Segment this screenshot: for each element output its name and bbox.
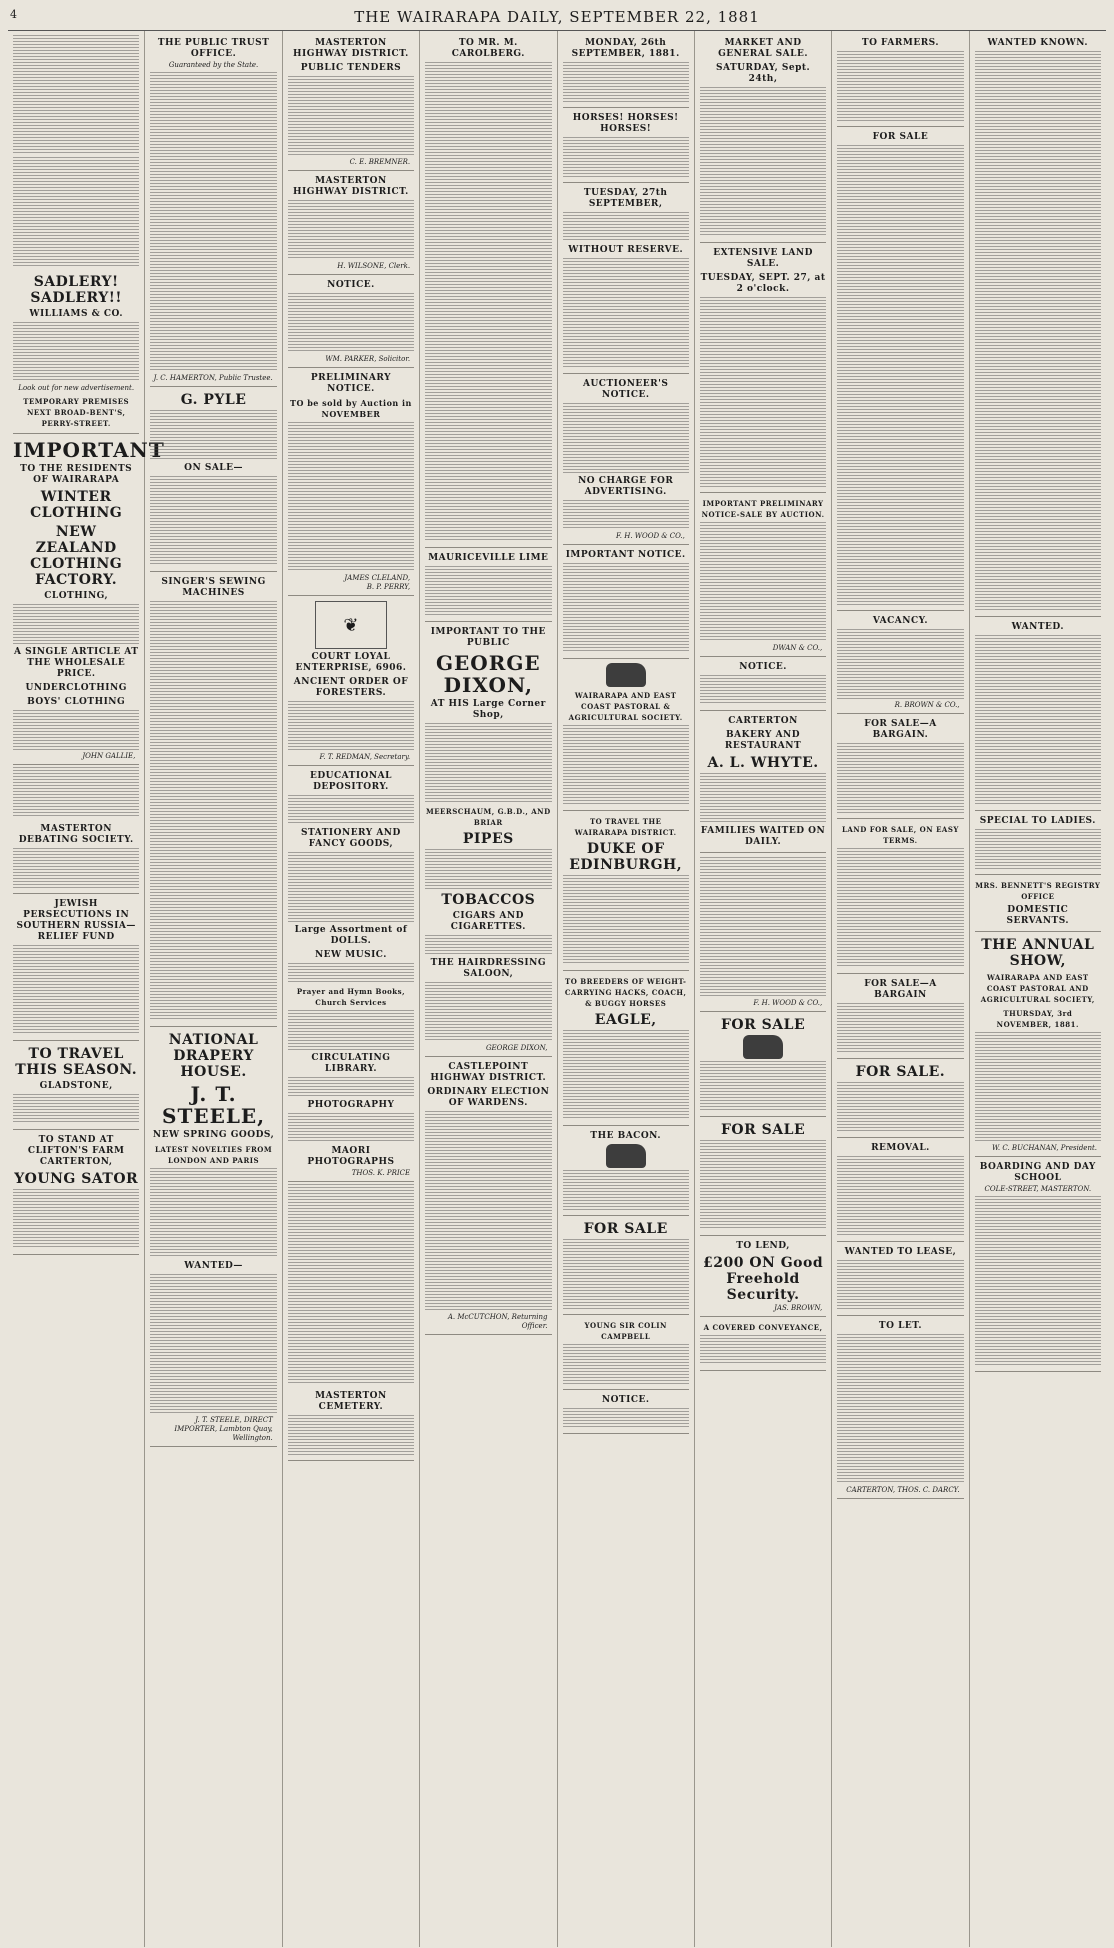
ad-text xyxy=(425,62,551,542)
ad-text xyxy=(150,1168,276,1258)
ad-heading: IMPORTANT NOTICE. xyxy=(565,550,686,560)
ad-text xyxy=(563,62,689,102)
ad-text xyxy=(13,604,139,644)
ad-heading: FOR SALE xyxy=(720,1017,806,1033)
ad-preliminary-notice xyxy=(700,493,826,657)
column-1 xyxy=(8,31,165,1947)
column-8 xyxy=(970,31,1106,1947)
ad-heading: JEWISH PERSECUTIONS IN SOUTHERN RUSSIA—RELIEF FUND xyxy=(16,899,136,942)
ad-text xyxy=(13,945,139,1035)
ad-heading: IMPORTANT xyxy=(13,438,165,462)
ad-signature: F. H. WOOD & CO., xyxy=(753,999,823,1007)
ad-heading: THURSDAY, 3rd NOVEMBER, 1881. xyxy=(996,1009,1079,1029)
ad-heading: PHOTOGRAPHY xyxy=(307,1100,395,1110)
ad-text xyxy=(425,1111,551,1311)
ad-heading: MRS. BENNETT'S REGISTRY OFFICE xyxy=(975,881,1101,901)
ad-text xyxy=(13,848,139,888)
ad-heading: EDUCATIONAL DEPOSITORY. xyxy=(309,771,392,792)
ad-text xyxy=(563,403,689,473)
ad-dixon xyxy=(425,622,551,1057)
ad-signature: JOHN GALLIE, xyxy=(82,752,136,760)
ad-text xyxy=(837,1003,963,1053)
ad-heading: TO BREEDERS OF WEIGHT-CARRYING HACKS, COACH, & BUGGY HORSES xyxy=(564,977,687,1008)
ad-text xyxy=(150,72,276,372)
ad-heading: J. T. STEELE, xyxy=(162,1082,266,1128)
ad-heading: WANTED KNOWN. xyxy=(987,38,1089,48)
ad-heading: CASTLEPOINT HIGHWAY DISTRICT. xyxy=(430,1062,547,1083)
ad-heading: GEORGE DIXON, xyxy=(435,651,541,697)
ad-heading: NATIONAL DRAPERY HOUSE. xyxy=(168,1032,259,1080)
ad-heading: ANCIENT ORDER OF FORESTERS. xyxy=(293,677,409,698)
ad-signature: J. T. STEELE, DIRECT IMPORTER, Lambton Quay, Wellington. xyxy=(174,1416,273,1442)
ad-signature: DWAN & CO., xyxy=(772,644,823,652)
ad-text xyxy=(563,1239,689,1309)
ad-depository xyxy=(288,766,414,1182)
ad-heading: NEW ZEALAND CLOTHING FACTORY. xyxy=(30,524,123,588)
ad-signature: A. McCUTCHON, Returning Officer. xyxy=(447,1313,548,1330)
ad-heading: FAMILIES WAITED ON DAILY. xyxy=(700,826,826,847)
column-2 xyxy=(145,31,282,1947)
ad-heading: PRELIMINARY NOTICE. xyxy=(310,373,392,394)
ad-heading: THE ANNUAL SHOW, xyxy=(981,937,1095,969)
page-number: 4 xyxy=(10,8,18,21)
ad-farmers xyxy=(837,33,963,127)
ad-singer xyxy=(150,572,276,1027)
ad-text xyxy=(563,725,689,805)
ad-text xyxy=(837,1260,963,1310)
ad-preliminary xyxy=(288,368,414,596)
ad-carolberg xyxy=(425,33,551,548)
ad-text xyxy=(288,1184,414,1384)
ad-text xyxy=(288,422,414,572)
ad-castlepoint xyxy=(425,1057,551,1335)
ad-heading: UNDERCLOTHING xyxy=(25,683,127,693)
ad-for-sale xyxy=(563,1216,689,1315)
ad-heading: A SINGLE ARTICLE AT THE WHOLESALE PRICE. xyxy=(13,647,139,679)
ad-text xyxy=(563,1030,689,1120)
ad-lend xyxy=(700,1236,826,1317)
ad-heading: MEERSCHAUM, G.B.D., AND BRIAR xyxy=(425,807,551,827)
ad-heading: FOR SALE. xyxy=(855,1064,946,1080)
ad-text xyxy=(700,87,826,237)
ad-heading: EXTENSIVE LAND SALE. xyxy=(713,248,813,269)
ad-heading: NOTICE. xyxy=(327,280,375,290)
ad-text xyxy=(563,258,689,368)
ad-text xyxy=(700,522,826,642)
ad-heading: FOR SALE xyxy=(872,132,929,142)
ad-heading: WAIRARAPA AND EAST COAST PASTORAL AND AGRICULTURAL SOCIETY, xyxy=(980,973,1095,1004)
ad-text xyxy=(700,1140,826,1230)
ad-debating xyxy=(13,819,139,894)
ad-signature: R. BROWN & CO., xyxy=(894,701,960,709)
ad-text xyxy=(288,852,414,922)
ad-foresters xyxy=(288,596,414,766)
column-6 xyxy=(695,31,832,1947)
ad-heading: TO TRAVEL THIS SEASON. xyxy=(15,1046,138,1078)
ad-subheading: TO THE RESIDENTS OF WAIRARAPA xyxy=(20,464,133,485)
ad-text xyxy=(700,1335,826,1365)
ad-text xyxy=(13,1094,139,1124)
ad-heading: STATIONERY AND FANCY GOODS, xyxy=(301,828,401,849)
ad-heading: ORDINARY ELECTION OF WARDENS. xyxy=(427,1087,550,1108)
ad-mauriceville xyxy=(425,548,551,622)
ad-text xyxy=(13,1189,139,1249)
ad-notice xyxy=(288,275,414,368)
ad-heading: IMPORTANT TO THE PUBLIC xyxy=(430,627,546,648)
ad-heading: LAND FOR SALE, ON EASY TERMS. xyxy=(841,825,959,845)
ad-subheading: Guaranteed by the State. xyxy=(168,61,259,69)
ad-text xyxy=(837,1082,963,1132)
ad-heading: MAORI PHOTOGRAPHS xyxy=(307,1146,395,1167)
ad-heading: EAGLE, xyxy=(594,1012,657,1028)
ad-heading: £200 ON Good Freehold Security. xyxy=(702,1255,824,1303)
ad-text xyxy=(975,1196,1101,1366)
ad-heading: THE BACON. xyxy=(590,1131,661,1141)
ad-conveyance xyxy=(700,1317,826,1371)
ad-bargain-2 xyxy=(837,974,963,1059)
ad-text xyxy=(425,935,551,955)
ad-text xyxy=(837,848,963,968)
ad-text xyxy=(837,145,963,605)
masthead xyxy=(8,6,1106,31)
ad-text xyxy=(975,635,1101,805)
ad-heading: FOR SALE xyxy=(583,1221,668,1237)
ad-heading: SATURDAY, Sept. 24th, xyxy=(715,63,811,84)
ad-signature: WM. PARKER, Solicitor. xyxy=(325,355,411,363)
ad-highway xyxy=(288,33,414,171)
ad-heading: GLADSTONE, xyxy=(39,1081,113,1091)
ad-heading: NOTICE. xyxy=(601,1395,650,1405)
ad-important xyxy=(563,545,689,659)
ad-text xyxy=(837,743,963,813)
ad-heading: THE PUBLIC TRUST OFFICE. xyxy=(157,38,270,59)
ad-signature: THOS. K. PRICE xyxy=(351,1169,411,1177)
ad-tuesday xyxy=(563,183,689,374)
horse-cut-icon xyxy=(743,1035,783,1059)
ad-heading: BOYS' CLOTHING xyxy=(27,697,126,707)
ad-text xyxy=(288,76,414,156)
ad-heading: MASTERTON HIGHWAY DISTRICT. xyxy=(293,176,409,197)
ad-special-ladies xyxy=(975,811,1101,875)
ad-signature: H. WILSONE, Clerk. xyxy=(337,262,411,270)
ad-text xyxy=(837,51,963,121)
ad-text xyxy=(563,212,689,242)
ad-note: Look out for new advertisement. xyxy=(18,384,135,392)
ad-signature: JAS. BROWN, xyxy=(774,1304,823,1312)
ad-heading: TO be sold by Auction in NOVEMBER xyxy=(289,398,412,419)
ad-text xyxy=(975,829,1101,869)
ad-wood xyxy=(700,853,826,1012)
ad-heading: AUCTIONEER'S NOTICE. xyxy=(582,379,669,400)
ad-text xyxy=(288,701,414,751)
ad-heading: BAKERY AND RESTAURANT xyxy=(724,730,802,751)
ad-heading: NEW SPRING GOODS, xyxy=(152,1130,275,1140)
ad-heading: SPECIAL TO LADIES. xyxy=(979,816,1096,826)
ad-text xyxy=(975,1032,1101,1142)
ad-horses xyxy=(563,108,689,183)
ad-heading: TO FARMERS. xyxy=(861,38,939,48)
ad-signature: CARTERTON, THOS. C. DARCY. xyxy=(846,1486,960,1494)
ad-bakery xyxy=(700,711,826,853)
ad-text xyxy=(975,51,1101,611)
ad-pastoral xyxy=(563,659,689,811)
ad-clothing xyxy=(13,434,165,765)
horse-cut-icon xyxy=(606,663,646,687)
ad-signature: W. C. BUCHANAN, President. xyxy=(991,1144,1097,1152)
column-7 xyxy=(832,31,969,1947)
ad-heading: ON SALE— xyxy=(184,463,243,473)
ad-signature: J. C. HAMERTON, Public Trustee. xyxy=(153,374,273,382)
ad-heading: NO CHARGE FOR ADVERTISING. xyxy=(578,476,674,497)
ad-annual-show xyxy=(975,932,1101,1157)
ad-monday-sale xyxy=(563,33,689,108)
ad-heading: DOMESTIC SERVANTS. xyxy=(1006,905,1070,926)
ad-text xyxy=(837,629,963,699)
ad-for-sale xyxy=(700,1012,826,1117)
foresters-crest-icon: ❦ xyxy=(315,601,387,649)
ad-heading: FOR SALE—A BARGAIN xyxy=(864,979,937,1000)
ad-registry xyxy=(975,875,1101,932)
ad-heading: THE HAIRDRESSING SALOON, xyxy=(430,958,547,979)
ad-text xyxy=(700,675,826,705)
ad-subheading: COLE-STREET, MASTERTON. xyxy=(984,1185,1092,1193)
ad-text xyxy=(837,1334,963,1484)
ad-text xyxy=(288,963,414,983)
ad-heading: YOUNG SIR COLIN CAMPBELL xyxy=(584,1321,667,1341)
ad-heading: WINTER CLOTHING xyxy=(30,489,123,521)
ad-heading: TO LET. xyxy=(878,1321,922,1331)
column-3 xyxy=(283,31,420,1947)
ad-heading: TO STAND AT CLIFTON'S FARM CARTERTON, xyxy=(27,1135,125,1167)
ad-let xyxy=(837,1316,963,1499)
ad-heading: CIRCULATING LIBRARY. xyxy=(311,1053,391,1074)
ad-heading: A. L. WHYTE. xyxy=(707,755,819,771)
column-4 xyxy=(420,31,557,1947)
ad-heading: A COVERED CONVEYANCE, xyxy=(703,1323,823,1332)
ad-heading: MASTERTON CEMETERY. xyxy=(315,1391,387,1412)
article-text xyxy=(13,157,139,267)
ad-heading: PUBLIC TENDERS xyxy=(300,63,402,73)
ad-edinburgh xyxy=(563,811,689,971)
ad-heading: SADLERY! SADLERY!! xyxy=(30,274,122,306)
ad-text xyxy=(563,1344,689,1384)
ad-heading: PIPES xyxy=(462,831,514,847)
ad-text xyxy=(425,566,551,616)
ad-heading: WANTED— xyxy=(184,1261,243,1271)
ad-heading: CARTERTON xyxy=(728,716,798,726)
ad-notice xyxy=(563,1390,689,1434)
ad-heading: Prayer and Hymn Books, Church Services xyxy=(296,987,406,1007)
ad-gladstone xyxy=(13,1041,139,1130)
ad-heading: TUESDAY, SEPT. 27, at 2 o'clock. xyxy=(700,273,826,294)
ad-wanted-known xyxy=(975,33,1101,617)
ad-signature: GEORGE DIXON, xyxy=(485,1044,548,1052)
ad-text xyxy=(563,137,689,177)
notice-text xyxy=(13,767,139,817)
ad-signature: JAMES CLELAND, xyxy=(344,574,411,582)
ad-heading: SINGER'S SEWING MACHINES xyxy=(161,577,266,598)
ad-for-sale-2 xyxy=(837,1059,963,1138)
ad-extensive-land-sale xyxy=(700,243,826,493)
ad-for-sale-2 xyxy=(700,1117,826,1236)
ad-heading: VACANCY. xyxy=(872,616,929,626)
ad-heading: DUKE OF EDINBURGH, xyxy=(569,841,683,873)
ad-heading: MASTERTON HIGHWAY DISTRICT. xyxy=(293,38,409,59)
ad-heading: WILLIAMS & CO. xyxy=(29,309,123,319)
ad-heading: COURT LOYAL ENTERPRISE, 6906. xyxy=(295,652,407,673)
ad-heading: LATEST NOVELTIES FROM LONDON AND PARIS xyxy=(154,1145,273,1165)
horse-cut-icon xyxy=(606,1144,646,1168)
ad-boarding-school xyxy=(975,1157,1101,1372)
ad-text xyxy=(288,1113,414,1143)
ad-signature: B. P. PERRY, xyxy=(366,583,411,591)
ad-heading: REMOVAL. xyxy=(871,1143,930,1153)
ad-notice xyxy=(700,657,826,711)
ad-text xyxy=(425,982,551,1042)
ad-text xyxy=(563,875,689,965)
ad-text xyxy=(700,1061,826,1111)
ad-heading: WAIRARAPA AND EAST COAST PASTORAL & AGRICULTURAL SOCIETY. xyxy=(568,691,683,722)
column-5 xyxy=(558,31,695,1947)
ad-text xyxy=(288,200,414,260)
ad-heading: YOUNG SATOR xyxy=(14,1171,139,1187)
ad-signature: F. H. WOOD & CO., xyxy=(616,532,685,540)
ad-heading: CLOTHING, xyxy=(44,591,109,601)
ad-heading: TUESDAY, 27th SEPTEMBER, xyxy=(583,188,668,209)
ad-heading: NEW MUSIC. xyxy=(314,950,387,960)
ad-heading: WITHOUT RESERVE. xyxy=(568,245,684,255)
ad-heading: WANTED. xyxy=(1011,622,1065,632)
ad-eagle xyxy=(563,971,689,1126)
ad-heading: G. PYLE xyxy=(180,392,247,408)
ad-heading: FOR SALE—A BARGAIN. xyxy=(864,719,937,740)
ad-heading: TEMPORARY PREMISES NEXT BROAD-BENT'S, PERRY-STREET. xyxy=(23,397,130,428)
ad-text xyxy=(288,1010,414,1050)
ad-heading: TO LEND, xyxy=(736,1241,790,1251)
ad-heading: TO TRAVEL THE WAIRARAPA DISTRICT. xyxy=(574,817,677,837)
ad-bacon xyxy=(563,1126,689,1216)
ad-text xyxy=(288,795,414,825)
ad-bargain xyxy=(837,714,963,819)
ad-heading: NOTICE. xyxy=(739,662,787,672)
ad-heading: TO MR. M. CAROLBERG. xyxy=(451,38,525,59)
ad-sadlery xyxy=(13,269,139,434)
ad-text xyxy=(150,601,276,1021)
ad-vacancy xyxy=(837,611,963,714)
ad-signature: C. E. BREMNER. xyxy=(349,158,411,166)
ad-heading: AT HIS Large Corner Shop, xyxy=(430,699,546,720)
columns xyxy=(8,31,1106,1947)
ad-text xyxy=(13,710,139,750)
ad-public-trust xyxy=(150,33,276,387)
ad-text xyxy=(288,1415,414,1455)
ad-text xyxy=(563,1408,689,1428)
ad-heading: HORSES! HORSES! HORSES! xyxy=(572,113,679,134)
ad-text xyxy=(563,500,689,530)
ad-cemetery xyxy=(288,1386,414,1461)
ad-land xyxy=(837,819,963,974)
ad-heading: MONDAY, 26th SEPTEMBER, 1881. xyxy=(571,38,680,59)
ad-heading: FOR SALE xyxy=(720,1122,806,1138)
ad-heading: MASTERTON DEBATING SOCIETY. xyxy=(18,824,134,845)
ad-heading: MAURICEVILLE LIME xyxy=(428,553,549,563)
ad-text xyxy=(700,857,826,997)
article-text xyxy=(13,35,139,155)
ad-pyle xyxy=(150,387,276,572)
ad-text xyxy=(13,322,139,382)
ad-heading: IMPORTANT PRELIMINARY NOTICE-SALE BY AUCTION. xyxy=(701,499,825,519)
ad-text xyxy=(150,476,276,566)
ad-sator xyxy=(13,1130,139,1255)
ad-heading: BOARDING AND DAY SCHOOL xyxy=(979,1162,1096,1183)
ad-jewish xyxy=(13,894,139,1041)
ad-removal xyxy=(837,1138,963,1242)
ad-text xyxy=(288,293,414,353)
ad-text xyxy=(150,410,276,460)
ad-highway-2 xyxy=(288,171,414,275)
ad-lease xyxy=(837,1242,963,1316)
ad-heading: Large Assortment of DOLLS. xyxy=(294,925,408,946)
ad-text xyxy=(150,1274,276,1414)
ad-text xyxy=(425,849,551,889)
ad-heading: MARKET AND GENERAL SALE. xyxy=(718,38,808,59)
ad-text xyxy=(700,297,826,487)
ad-national-drapery xyxy=(150,1027,276,1447)
ad-for-sale xyxy=(837,127,963,611)
ad-wanted xyxy=(975,617,1101,811)
ad-text xyxy=(563,563,689,653)
ad-market xyxy=(700,33,826,243)
ad-text xyxy=(700,773,826,823)
ad-heading: CIGARS AND CIGARETTES. xyxy=(450,911,526,932)
ad-text xyxy=(425,723,551,803)
ad-signature: F. T. REDMAN, Secretary. xyxy=(319,753,411,761)
ad-colin xyxy=(563,1315,689,1390)
ad-heading: WANTED TO LEASE, xyxy=(844,1247,957,1257)
ad-heading: TOBACCOS xyxy=(441,892,536,908)
newspaper-title: THE WAIRARAPA DAILY, SEPTEMBER 22, 1881 xyxy=(354,8,760,26)
ad-text xyxy=(288,1077,414,1097)
ad-text xyxy=(837,1156,963,1236)
ad-auctioneers xyxy=(563,374,689,545)
ad-text xyxy=(563,1170,689,1210)
